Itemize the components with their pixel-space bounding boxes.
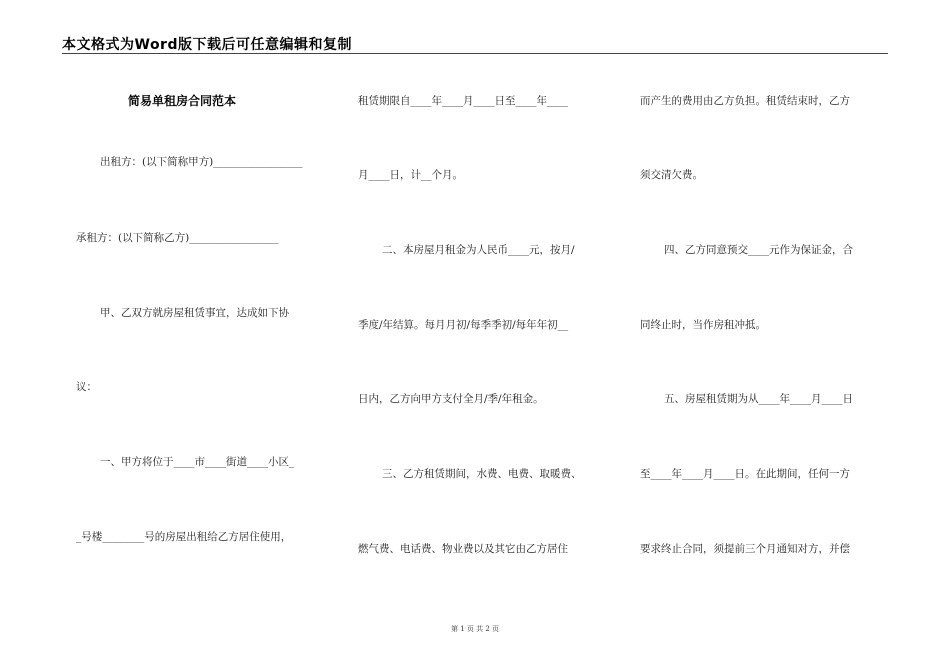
column-3	[640, 60, 885, 620]
text-line: 四、乙方同意预交____元作为保证金，合	[664, 244, 853, 256]
text-line: 一、甲方将位于____市____街道____小区_	[100, 456, 295, 468]
text-line: 至____年____月____日。在此期间，任何一方	[640, 468, 850, 480]
text-line: 月____日，计__个月。	[358, 169, 463, 181]
text-line: 要求终止合同，须提前三个月通知对方，并偿	[640, 543, 850, 555]
text-line: 须交清欠费。	[640, 169, 703, 181]
text-line: 季度/年结算。每月月初/每季季初/每年年初__	[358, 319, 569, 331]
text-line: _号楼________号的房屋出租给乙方居住使用，	[76, 531, 292, 543]
text-line: 议：	[76, 381, 97, 393]
text-line: 五、房屋租赁期为从____年____月____日	[664, 393, 853, 405]
column-1	[76, 60, 328, 620]
text-line: 燃气费、电话费、物业费以及其它由乙方居住	[358, 543, 568, 555]
text-line: 承租方：(以下简称乙方)_________________	[76, 232, 279, 244]
text-line: 三、乙方租赁期间，水费、电费、取暖费、	[382, 468, 582, 480]
text-line: 二、本房屋月租金为人民币____元，按月/	[382, 244, 575, 256]
text-line: 同终止时，当作房租冲抵。	[640, 319, 766, 331]
text-line: 出租方：(以下简称甲方)_________________	[100, 156, 303, 168]
contract-title: 简易单租房合同范本	[128, 94, 237, 108]
text-line: 甲、乙双方就房屋租赁事宜，达成如下协	[100, 307, 289, 319]
text-line: 而产生的费用由乙方负担。租赁结束时，乙方	[640, 95, 850, 107]
text-line: 租赁期限自____年____月____日至____年____	[358, 95, 568, 107]
document-header-title: 本文格式为Word版下载后可任意编辑和复制	[62, 37, 352, 53]
column-2	[358, 60, 608, 620]
header-divider	[62, 53, 888, 54]
page-number: 第 1 页 共 2 页	[450, 625, 500, 633]
text-line: 日内，乙方向甲方支付全月/季/年租金。	[358, 393, 544, 405]
